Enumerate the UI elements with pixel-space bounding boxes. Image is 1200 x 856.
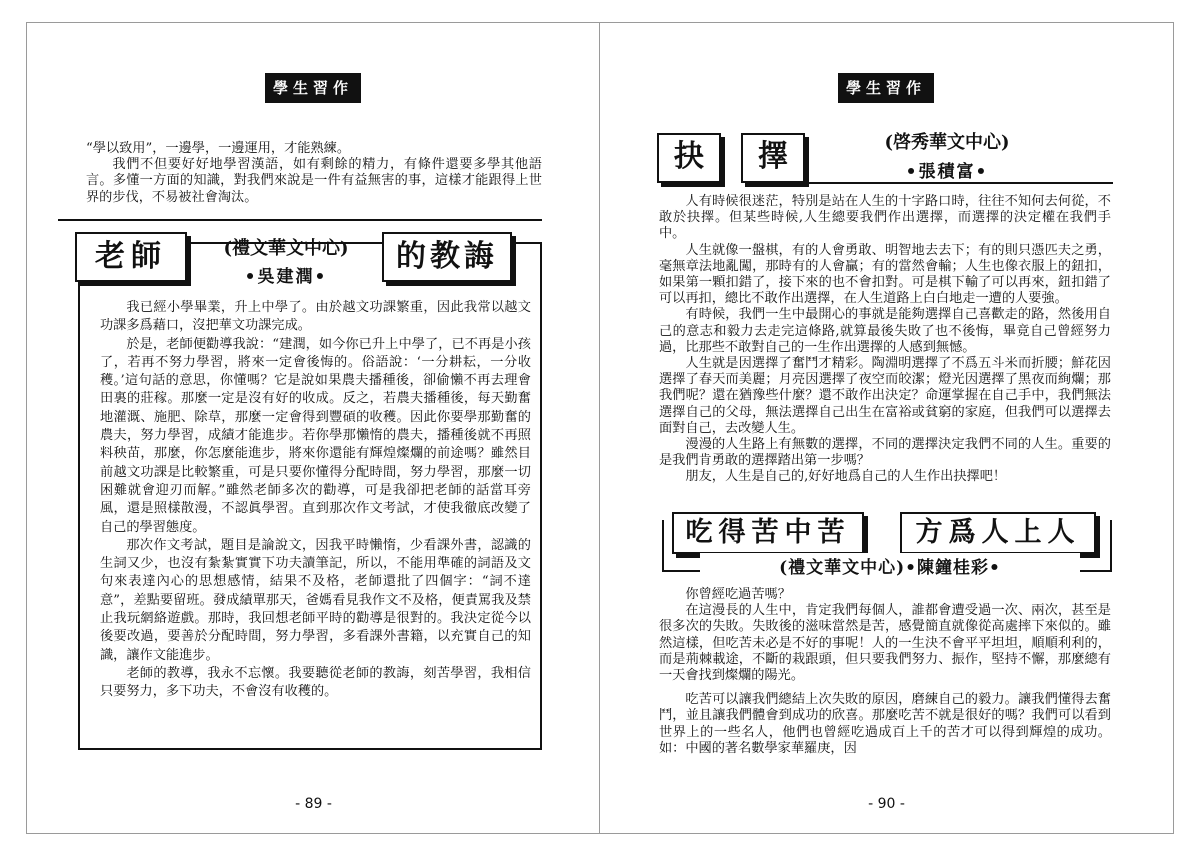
article-paragraph: 有時候，我們一生中最開心的事就是能夠選擇自己喜歡走的路，然後用自己的意志和毅力去走完這條路,就算最後失敗了也不後悔，畢竟自己曾經努力過，比那些不敢對自己的一生作出選擇的人感到無憾。 bbox=[659, 307, 1111, 355]
left-page-number: - 89 - bbox=[295, 796, 332, 812]
article-paragraph: 人生就像一盤棋，有的人會勇敢、明智地去去下；有的則只憑匹夫之勇，毫無章法地亂闖，那時有的人會贏；有的當然會輸；人生也像衣服上的鈕扣，如果第一顆扣錯了，接下來的也不會扣對。可是棋下輸了可以再來，鈕扣錯了可以再扣，總比不敢作出選擇，在人生道路上白白地走一遭的人要強。 bbox=[659, 242, 1111, 307]
article-paragraph: 人生就是因選擇了奮鬥才精彩。陶淵明選擇了不爲五斗米而折腰；鮮花因選擇了春天而美麗；月亮因選擇了夜空而皎潔；燈光因選擇了黑夜而絢爛；那我們呢？還在猶豫些什麼？還不敢作出決定？命運掌握在自己手中，我們無法選擇自己的父母，無法選擇自己出生在富裕或貧窮的家庭，但我們可以選擇去面對自己，去改變人生。 bbox=[659, 356, 1111, 436]
left-article-body bbox=[100, 299, 531, 702]
article-paragraph: 我已經小學畢業，升上中學了。由於越文功課繁重，因此我常以越文功課多爲藉口，沒把華文功課完成。 bbox=[100, 300, 531, 334]
left-article-title-left: 老師 bbox=[75, 232, 187, 282]
intro-paragraph: 我們不但要好好地學習漢語，如有剩餘的精力，有條件還要多學其他語言。多懂一方面的知識，對我們來說是一件有益無害的事，這樣才能跟得上世界的步伐，不易被社會淘汰。 bbox=[86, 157, 542, 205]
article-paragraph: 你曾經吃過苦嗎？ bbox=[685, 587, 791, 602]
right-page-header: 學生習作 bbox=[838, 73, 934, 103]
article-paragraph: 人有時候很迷茫，特別是站在人生的十字路口時，往往不知何去何從，不敢於抉擇。但某些時候,人生總要我們作出選擇，而選擇的決定權在我們手中。 bbox=[659, 194, 1111, 242]
article-paragraph: 在這漫長的人生中，肯定我們每個人，誰都會遭受過一次、兩次，甚至是很多次的失敗。失敗後的滋味當然是苦，感覺簡直就像從高處摔下來似的。雖然這樣，但吃苦未必是不好的事呢！人的一生決不會平平坦坦，順順利利的，而是荊棘載途，不斷的栽跟頭，但只要我們努力、振作，堅持不懈，那麼總有一天會找到燦爛的陽光。 bbox=[659, 603, 1111, 684]
article-paragraph: 老師的教導，我永不忘懷。我要聽從老師的教誨，刻苦學習，我相信只要努力，多下功夫，不會沒有收穫的。 bbox=[100, 665, 531, 700]
article-paragraph: 於是，老師便勸導我說：“建潤，如今你已升上中學了，已不再是小孩了，若再不努力學習，將來一定會後悔的。俗語說：‘一分耕耘，一分收穫。’這句話的意思，你懂嗎？它是說如果農夫播種後，卻偷懶不再去理會田裏的莊稼。那麼一定是沒有好的收成。反之，若農夫播種後，每天勤奮地灌溉、施肥、除草，那麼一定會得到豐碩的收穫。因此你要學那勤奮的農夫，努力學習，成績才能進步。若你學那懶惰的農夫，播種後就不再照料秧苗，那麼，你怎麼能進步，將來你還能有輝煌燦爛的前途嗎？雖然目前越文功課是比較繁重，可是只要你懂得分配時間，努力學習，那麼一切困難就會迎刃而解。”雖然老師多次的勸導，可是我卻把老師的話當耳旁風，還是照樣散漫，不認眞學習。直到那次作文考試，才使我徹底改變了自己的學習態度。 bbox=[100, 336, 531, 535]
left-article-author: •吳建潤• bbox=[244, 267, 328, 287]
section-divider bbox=[58, 219, 542, 221]
left-page-header: 學生習作 bbox=[265, 73, 361, 103]
left-intro bbox=[86, 141, 542, 206]
right-article2-title-right: 方爲人上人 bbox=[900, 512, 1096, 554]
article-paragraph: 漫漫的人生路上有無數的選擇，不同的選擇決定我們不同的人生。重要的是我們肯勇敢的選擇踏出第一步嗎？ bbox=[659, 437, 1111, 469]
article1-title-underline bbox=[800, 182, 1113, 184]
intro-paragraph: “學以致用”，一邊學，一邊運用，才能熟練。 bbox=[86, 141, 351, 156]
left-article-title-right: 的教誨 bbox=[382, 232, 512, 282]
left-article-source: (禮文華文中心) bbox=[223, 238, 349, 259]
article-paragraph: 那次作文考試，題目是論說文，因我平時懶惰，少看課外書，認識的生詞又少，也沒有紮紮實實下功夫讀筆記，所以，不能用準確的詞語及文句來表達內心的思想感情，結果不及格，老師還批了四個字：“詞不達意”，差點要留班。發成績單那天，爸媽看見我作文不及格，便責罵我及禁止我玩網絡遊戲。那時，我回想老師平時的勸導是很對的。我決定從今以後要改過，要善於分配時間，努力學習，多看課外書籍，以充實自己的知識，讓作文能進步。 bbox=[100, 537, 531, 663]
right-article1-author: •張積富• bbox=[905, 162, 989, 182]
right-article1-body bbox=[659, 194, 1111, 486]
right-article1-title-char: 擇 bbox=[741, 133, 805, 183]
right-article1-source: (啓秀華文中心) bbox=[884, 132, 1010, 153]
right-page-number: - 90 - bbox=[868, 796, 905, 812]
right-article2-body bbox=[659, 587, 1111, 757]
right-article2-byline: (禮文華文中心)•陳鐘桂彩• bbox=[700, 553, 1080, 578]
right-article2-title-left: 吃得苦中苦 bbox=[672, 512, 864, 554]
right-article1-title-char: 抉 bbox=[657, 133, 721, 183]
article-paragraph: 朋友，人生是自己的,好好地爲自己的人生作出抉擇吧！ bbox=[685, 469, 1007, 485]
article-paragraph: 吃苦可以讓我們總結上次失敗的原因，磨練自己的毅力。讓我們懂得去奮鬥，並且讓我們體會到成功的欣喜。那麼吃苦不就是很好的嗎？我們可以看到世界上的一些名人，他們也曾經吃過成百上千的苦才可以得到輝煌的成功。如：中國的著名數學家華羅庚，因 bbox=[659, 692, 1111, 756]
